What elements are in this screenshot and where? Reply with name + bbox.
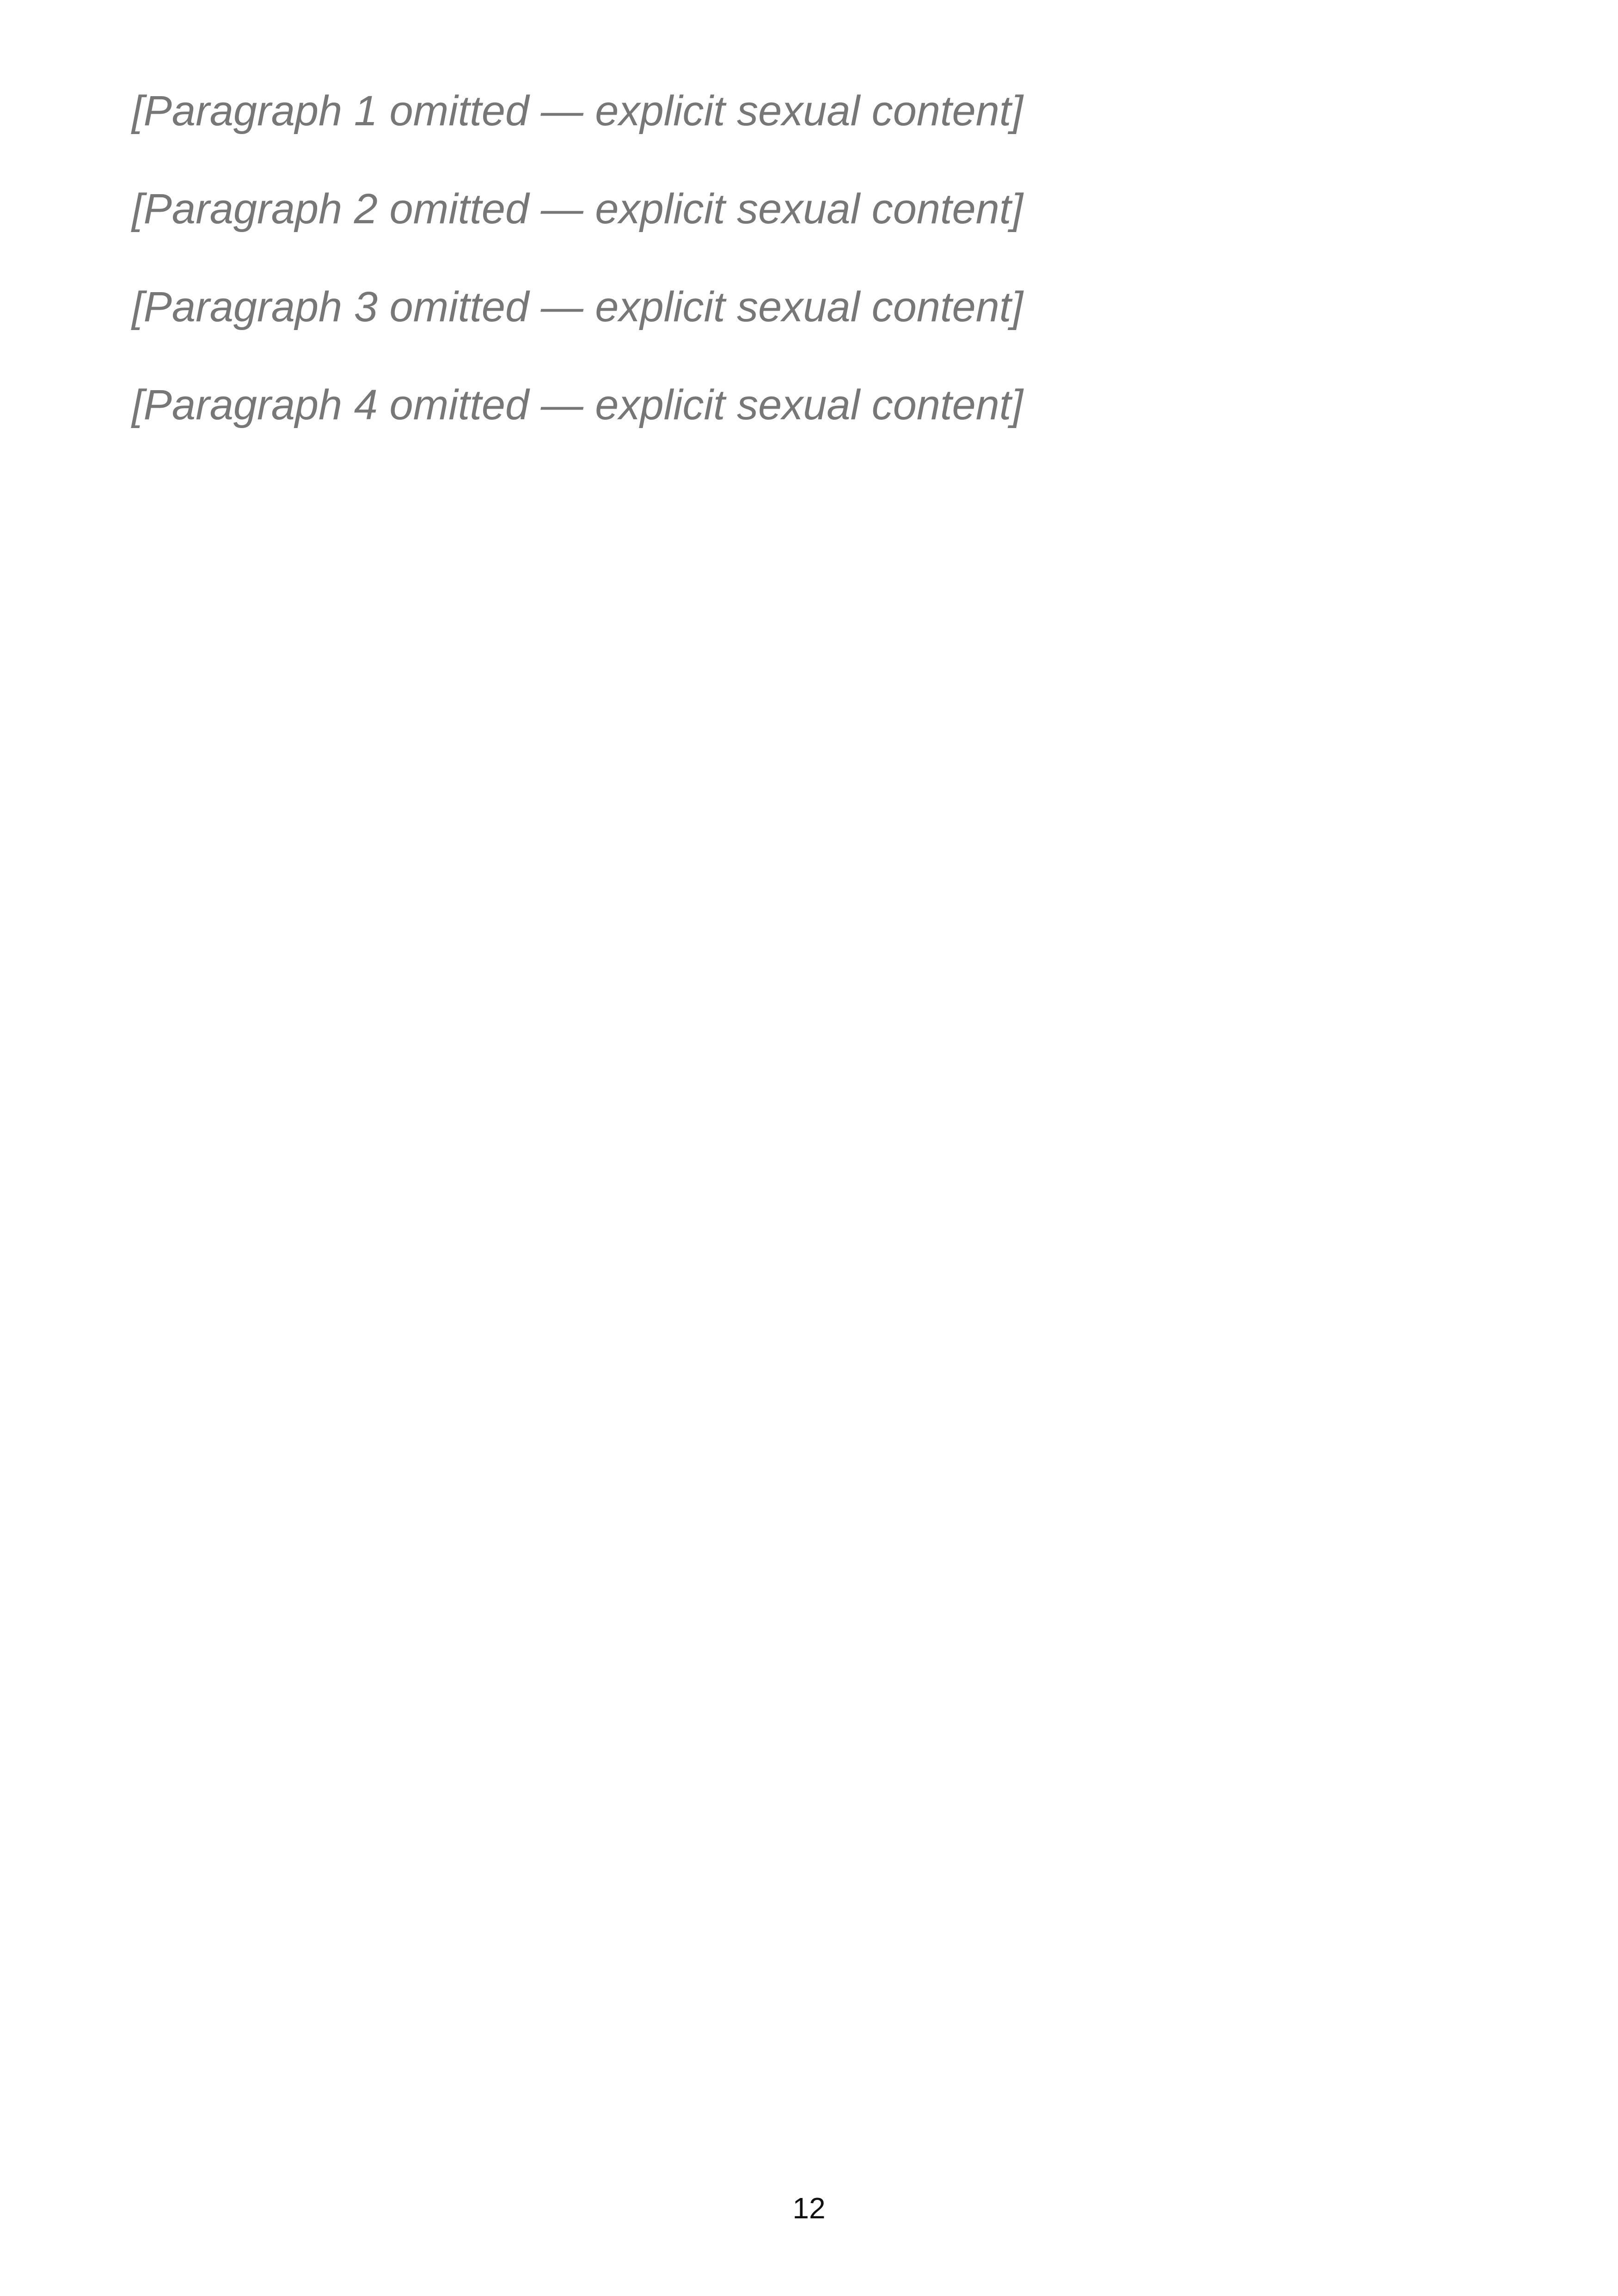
paragraph-3: [Paragraph 3 omitted — explicit sexual content] (132, 283, 1023, 331)
paragraph-1: [Paragraph 1 omitted — explicit sexual content] (132, 87, 1023, 135)
paragraph-4: [Paragraph 4 omitted — explicit sexual content] (132, 381, 1023, 429)
page-number: 12 (792, 2192, 826, 2225)
page-body (132, 79, 1486, 471)
paragraph-2: [Paragraph 2 omitted — explicit sexual content] (132, 185, 1023, 233)
